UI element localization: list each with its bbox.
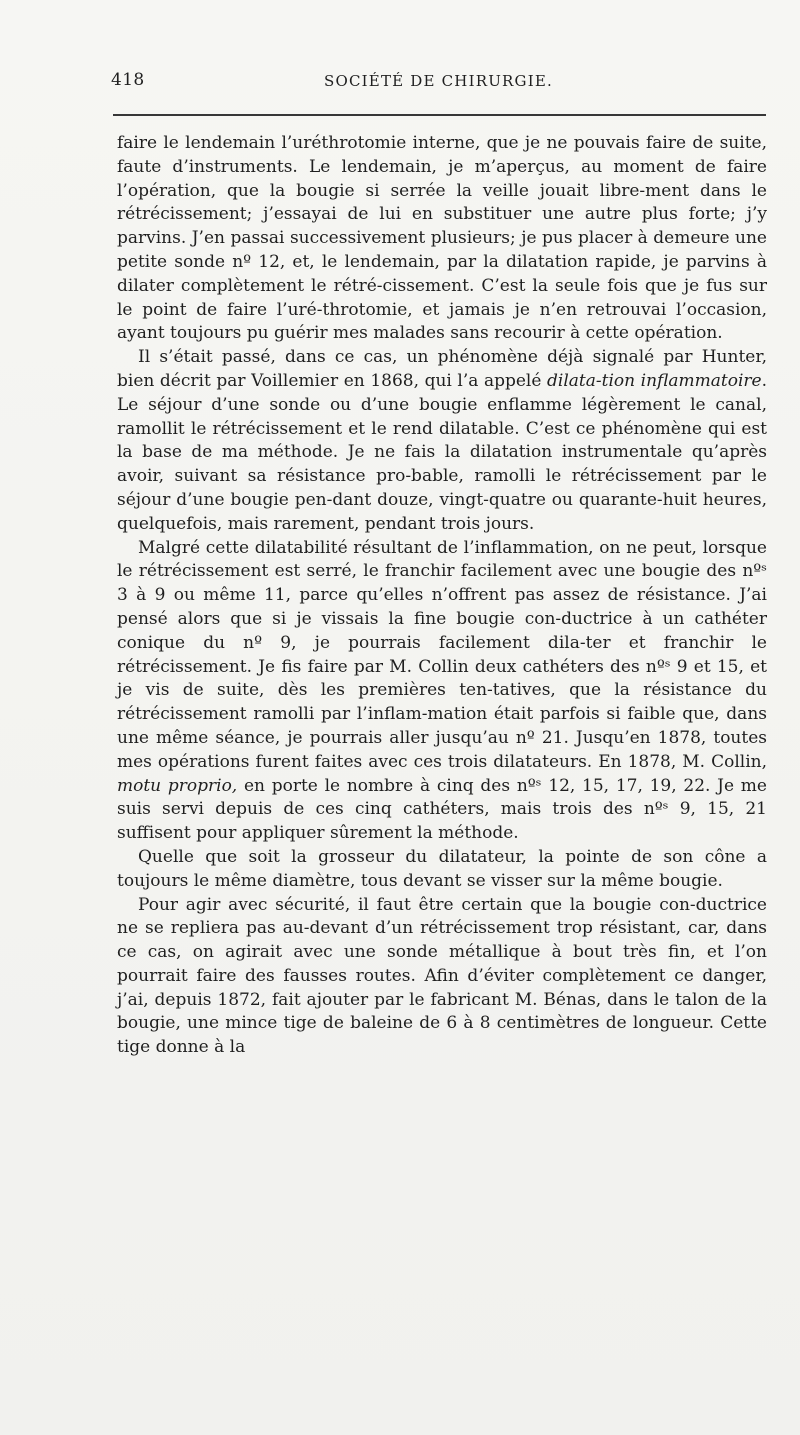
paragraph-2-italic-term: dilata-tion inflammatoire	[547, 370, 762, 391]
paragraph-3-italic-latin: motu proprio,	[117, 775, 238, 796]
paragraph-5	[117, 894, 767, 1061]
paragraph-2-text-b: . Le séjour d’une sonde ou d’une bougie enflamme légèrement le canal, ramollit le rétrécissement et le rend dilatable. C’est ce phénomène qui est la base de ma méthode. Je ne fais la dilatation instrumentale qu’après avoir, suivant sa résistance pro-bable, ramolli le rétrécissement par le séjour d’une bougie pen-dant douze, vingt-quatre ou quarante-huit heures, quelquefois, mais rarement, pendant trois jours.	[117, 370, 767, 534]
page-header	[111, 70, 766, 96]
page-number: 418	[111, 70, 145, 90]
paragraph-2-text-a: Il s’était passé, dans ce cas, un phénomène déjà signalé par Hunter, bien décrit par Voillemier en 1868, qui l’a appelé	[117, 347, 767, 391]
paragraph-3-text-a: Malgré cette dilatabilité résultant de l’inflammation, on ne peut, lorsque le rétrécissement est serré, le franchir facilement avec une bougie des nºˢ 3 à 9 ou même 11, parce qu’elles n’offrent pas assez de résistance. J’ai pensé alors que si je vissais la fine bougie con-ductrice à un cathéter conique du nº 9, je pourrais facilement dila-ter et franchir le rétrécissement. Je fis faire par M. Collin deux cathéters des nºˢ 9 et 15, et je vis de suite, dès les premières ten-tatives, que la résistance du rétrécissement ramolli par l’inflam-mation était parfois si faible que, dans une même séance, je pourrais aller jusqu’au nº 21. Jusqu’en 1878, toutes mes opérations furent faites avec ces trois dilatateurs. En 1878, M. Collin,	[117, 537, 767, 772]
paragraph-4	[117, 846, 767, 894]
header-rule	[113, 114, 766, 116]
paragraph-1-text: faire le lendemain l’uréthrotomie interne, que je ne pouvais faire de suite, faute d’instruments. Le lendemain, je m’aperçus, au moment de faire l’opération, que la bougie si serrée la veille jouait libre-ment dans le rétrécissement; j’essayai de lui en substituer une autre plus forte; j’y parvins. J’en passai successivement plusieurs; je pus placer à demeure une petite sonde nº 12, et, le lendemain, par la dilatation rapide, je parvins à dilater complètement le rétré-cissement. C’est la seule fois que je fus sur le point de faire l’uré-throtomie, et jamais je n’en retrouvai l’occasion, ayant toujours pu guérir mes malades sans recourir à cette opération.	[117, 133, 767, 344]
paragraph-2	[117, 346, 767, 536]
paragraph-4-text: Quelle que soit la grosseur du dilatateur, la pointe de son cône a toujours le même diamètre, tous devant se visser sur la même bougie.	[117, 846, 767, 891]
paragraph-5-text: Pour agir avec sécurité, il faut être certain que la bougie con-ductrice ne se repliera pas au-devant d’un rétrécissement trop résistant, car, dans ce cas, on agirait avec une sonde métallique à bout très fin, et l’on pourrait faire des fausses routes. Afin d’éviter complètement ce danger, j’ai, depuis 1872, fait ajouter par le fabricant M. Bénas, dans le talon de la bougie, une mince tige de baleine de 6 à 8 centimètres de longueur. Cette tige donne à la	[117, 894, 767, 1058]
paragraph-3	[117, 537, 767, 846]
running-title: SOCIÉTÉ DE CHIRURGIE.	[324, 72, 553, 90]
paragraph-1	[117, 132, 767, 346]
body-text	[117, 132, 767, 1060]
paragraph-3-text-b: en porte le nombre à cinq des nºˢ 12, 15, 17, 19, 22. Je me suis servi depuis de ces cinq cathéters, mais trois des nºˢ 9, 15, 21 suffisent pour appliquer sûrement la méthode.	[117, 775, 767, 844]
